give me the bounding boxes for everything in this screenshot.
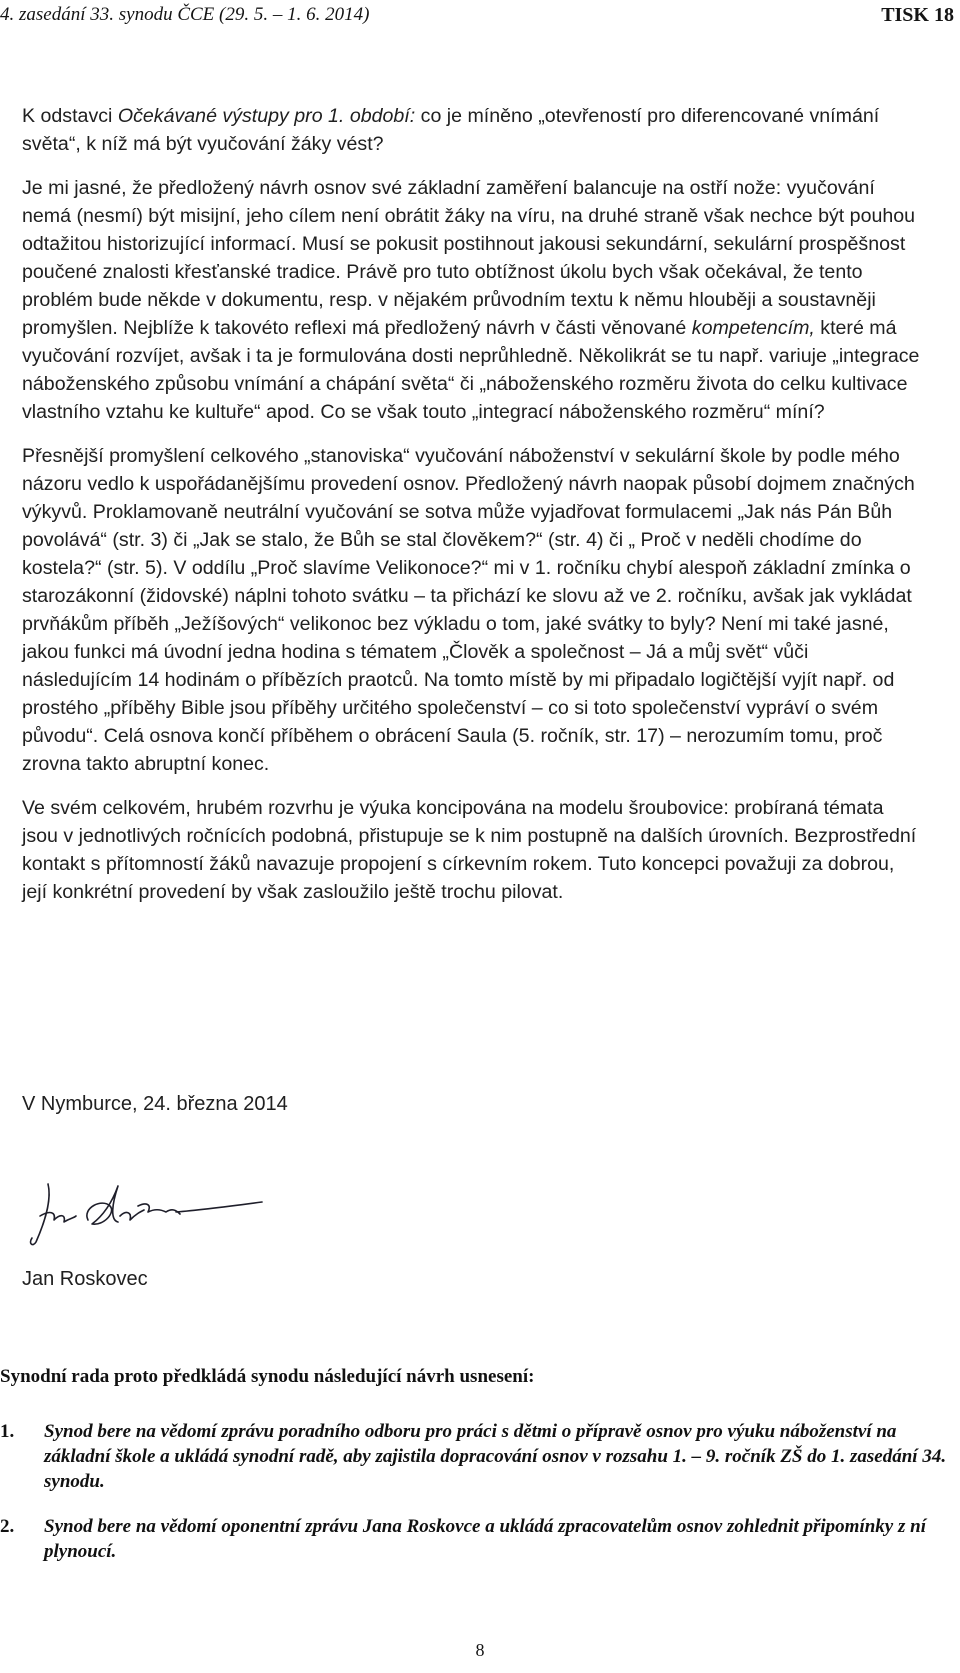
paragraph-1-question: co je míněno „otevřeností pro diferencované vnímání světa“, k níž má být vyučování žáky vést? <box>22 105 880 155</box>
session-info: 4. zasedání 33. synodu ČCE (29. 5. – 1. 6. 2014) <box>0 4 370 25</box>
paragraph-4: Ve svém celkovém, hrubém rozvrhu je výuka koncipována na modelu šroubovice: probíraná témata jsou v jednotlivých ročnících podobná, přistupuje se k nim postupně na dalších úrovních. Bezprostřední kontakt s přítomností žáků navazuje propojení s církevním rokem. Tuto koncepci považuji za dobrou, její konkrétní provedení by však zasloužilo ještě trochu pilovat. <box>22 797 917 903</box>
handwritten-signature <box>26 1180 266 1255</box>
paragraph-1 <box>22 102 922 158</box>
paragraph-2-continuation: které má vyučování rozvíjet, avšak i ta je formulována dosti neprůhledně. Několikrát se tu např. variuje „integrace náboženského způsobu vnímání a chápání světa“ či „náboženského rozměru života do celku kultivace vlastního vztahu ke kultuře“ apod. Co se však touto „integrací náboženského rozměru“ míní? <box>22 317 920 423</box>
resolution-heading: Synodní rada proto předkládá synodu následující návrh usnesení: <box>0 1366 535 1387</box>
resolution-item-text: Synod bere na vědomí oponentní zprávu Jana Roskovce a ukládá zpracovatelům osnov zohlednit připomínky z ní plynoucí. <box>44 1516 926 1562</box>
page-number: 8 <box>475 1640 485 1660</box>
paragraph-3: Přesnější promyšlení celkového „stanoviska“ vyučování náboženství v sekulární škole by podle mého názoru vedlo k uspořádanějšímu provedení osnov. Předložený návrh naopak působí dojmem značných výkyvů. Proklamovaně neutrální vyučování se sotva může vyjadřovat formulacemi „Jak nás Pán Bůh povolává“ (str. 3) či „Jak se stalo, že Bůh se stal člověkem?“ (str. 4) či „ Proč v neděli chodíme do kostela?“ (str. 5). V oddílu „Proč slavíme Velikonoce?“ mi v 1. ročníku chybí alespoň základní zmínka o starozákonní (židovské) náplni tohoto svátku – ta přichází ke slovu až ve 2. ročníku, avšak jak vykládat prvňákům příběh „Ježíšových“ velikonoc bez výkladu o tom, jaké svátky to byly? Není mi také jasné, jakou funkci má úvodní jedna hodina s tématem „Člověk a společnost – Já a můj svět“ vůči následujícím 14 hodinám o příbězích praotců. Na tomto místě by mi připadalo logičtější vyjít např. od prostého „příběhy Bible jsou příběhy určitého společenství – co si toto společenství vypráví o svém původu“. Celá osnova končí příběhem o obrácení Saula (5. ročník, str. 17) – nerozumím tomu, proč zrovna takto abruptní konec. <box>22 445 915 775</box>
paragraph-2-text: Je mi jasné, že předložený návrh osnov své základní zaměření balancuje na ostří nože: vyučování nemá (nesmí) být misijní, jeho cílem není obrátit žáky na víru, na druhé straně však nechce být pouhou odtažitou historizující informací. Musí se pokusit postihnout jakousi sekundární, sekulární prospěšnost poučené znalosti křesťanské tradice. Právě pro tuto obtížnost úkolu bych však očekával, že tento problém bude někde v dokumentu, resp. v nějakém průvodním textu k němu hlouběji a soustavněji promyšlen. Nejblíže k takovéto reflexi má předložený návrh v části věnované <box>22 177 916 339</box>
competences-term: kompetencím, <box>691 317 815 339</box>
resolution-proposal <box>0 1364 950 1584</box>
opinion-letter <box>22 102 922 922</box>
signature-scribble-icon <box>26 1180 266 1250</box>
place-and-date: V Nymburce, 24. března 2014 <box>22 1093 288 1115</box>
section-reference: Očekávané výstupy pro 1. období: <box>117 105 416 127</box>
resolution-item-text: Synod bere na vědomí zprávu poradního odboru pro práci s dětmi o přípravě osnov pro výuku náboženství na základní škole a ukládá synodní radě, aby zajistila dopracování osnov v rozsahu 1. – 9. ročník ZŠ do 1. zasedání 34. synodu. <box>44 1421 947 1492</box>
resolution-item-number: 2. <box>0 1516 15 1537</box>
page-header <box>0 4 954 38</box>
resolution-item <box>0 1419 950 1494</box>
paragraph-1-intro: K odstavci <box>22 105 118 127</box>
print-number: TISK 18 <box>881 4 954 26</box>
paragraph-2 <box>22 174 922 426</box>
resolution-item <box>0 1514 950 1564</box>
signer-name: Jan Roskovec <box>22 1268 148 1290</box>
resolution-item-number: 1. <box>0 1421 15 1442</box>
